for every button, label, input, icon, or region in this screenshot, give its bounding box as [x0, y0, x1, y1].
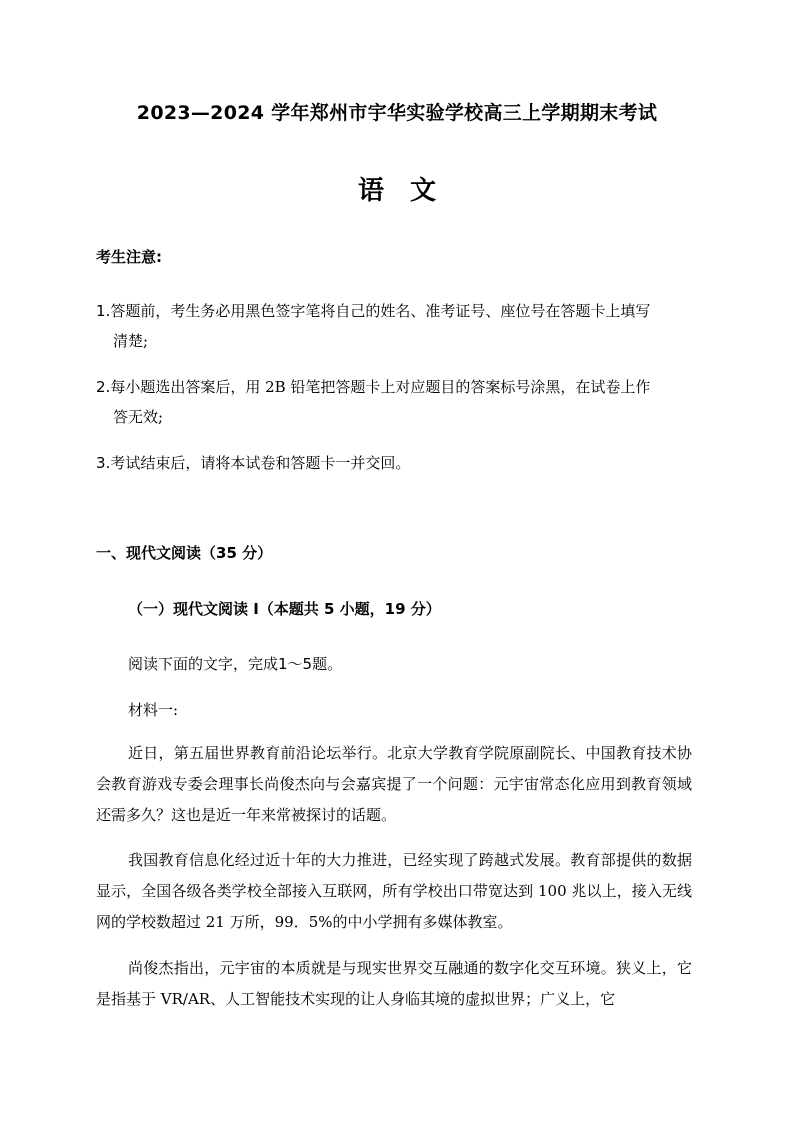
- body-paragraph: 我国教育信息化经过近十年的大力推进，已经实现了跨越式发展。教育部提供的数据显示，全国各级各类学校全部接入互联网，所有学校出口带宽达到 100 兆以上，接入无线网的学校数超过 21 万所，99．5%的中小学拥有多媒体教室。: [96, 851, 692, 931]
- material-label: 材料一:: [128, 701, 179, 719]
- notice-item-text: 每小题选出答案后，用 2B 铅笔把答题卡上对应题目的答案标号涂黑，在试卷上作: [110, 378, 651, 396]
- body-paragraph: 尚俊杰指出，元宇宙的本质就是与现实世界交互融通的数字化交互环境。狭义上，它是指基于 VR/AR、人工智能技术实现的让人身临其境的虚拟世界；广义上，它: [96, 959, 692, 1008]
- body-paragraph: 近日，第五届世界教育前沿论坛举行。北京大学教育学院原副院长、中国教育技术协会教育游戏专委会理事长尚俊杰向与会嘉宾提了一个问题：元宇宙常态化应用到教育领域还需多久？这也是近一年来常被探讨的话题。: [96, 744, 692, 824]
- notice-item-continuation: 清楚;: [113, 332, 149, 350]
- notice-item-2: [96, 372, 696, 432]
- section-heading: 一、现代文阅读（35 分）: [96, 544, 273, 562]
- notice-item-text: 考试结束后，请将本试卷和答题卡一并交回。: [110, 454, 411, 472]
- notice-item-continuation: 答无效;: [113, 408, 164, 426]
- notice-heading: 考生注意:: [96, 248, 162, 266]
- notice-item-1: [96, 296, 696, 356]
- notice-item-3: [96, 448, 696, 478]
- exam-title: 2023—2024 学年郑州市宇华实验学校高三上学期期末考试: [136, 102, 658, 124]
- subject-title: 语文: [357, 176, 462, 206]
- notice-item-number: 2.: [96, 378, 111, 396]
- notice-item-text: 答题前，考生务必用黑色签字笔将自己的姓名、准考证号、座位号在答题卡上填写: [110, 302, 651, 320]
- reading-instruction: 阅读下面的文字，完成1～5题。: [128, 655, 343, 673]
- subsection-heading: （一）现代文阅读 I（本题共 5 小题，19 分）: [128, 600, 441, 618]
- notice-item-number: 1.: [96, 302, 111, 320]
- notice-item-number: 3.: [96, 454, 111, 472]
